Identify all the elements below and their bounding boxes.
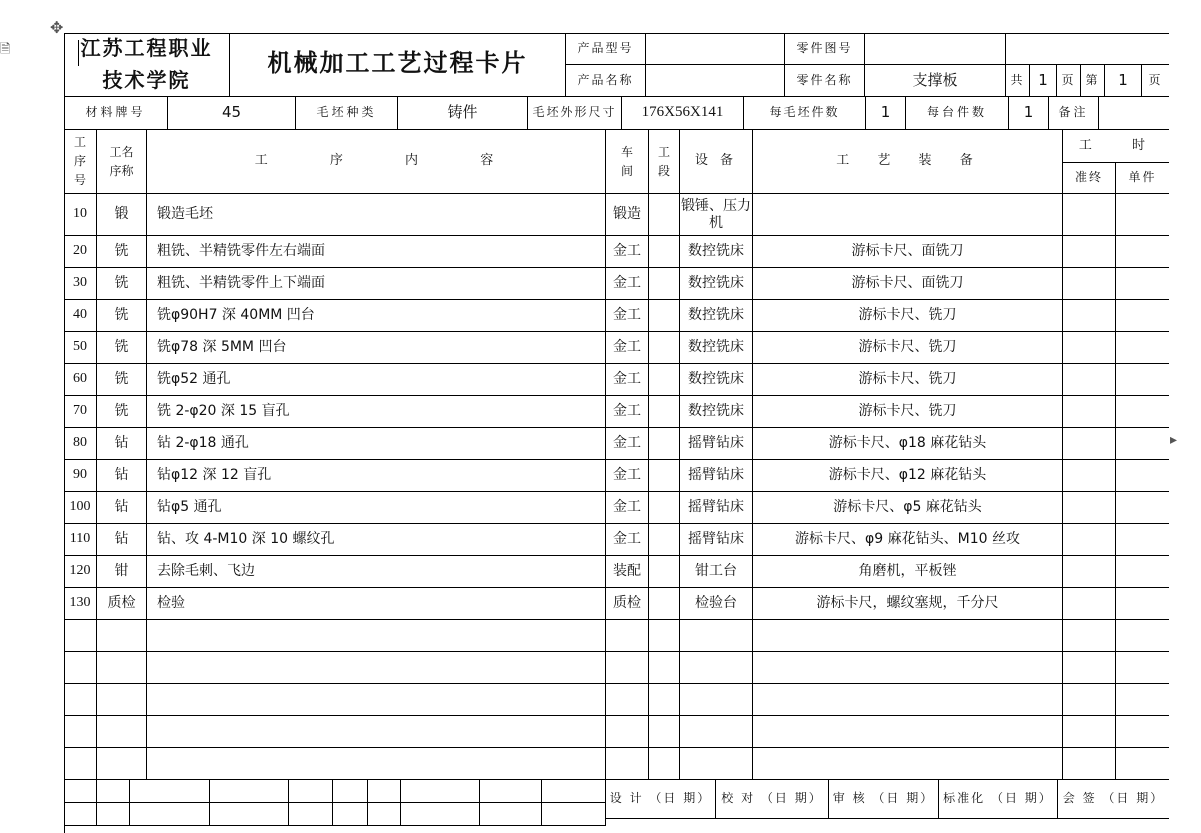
op-content: 锻造毛坯: [147, 194, 606, 236]
empty-cell: [1063, 684, 1116, 716]
empty-cell: [97, 652, 147, 684]
op-workshop: 金工: [606, 428, 649, 460]
op-workshop: 金工: [606, 460, 649, 492]
op-no: 100: [64, 492, 97, 524]
document-icon: 🗎: [0, 42, 11, 57]
op-tooling: 游标卡尺、铣刀: [753, 364, 1063, 396]
blank-type-value: 铸件: [398, 97, 528, 130]
op-content: 铣 2-φ20 深 15 盲孔: [147, 396, 606, 428]
revision-cell: [542, 780, 606, 803]
op-setup-time: [1063, 428, 1116, 460]
empty-cell: [97, 684, 147, 716]
op-tooling: 角磨机，平板锉: [753, 556, 1063, 588]
op-name: 钻: [97, 524, 147, 556]
op-tooling: 游标卡尺、φ12 麻花钻头: [753, 460, 1063, 492]
remark-label: 备注: [1049, 97, 1099, 130]
table-move-handle-icon[interactable]: ✥: [50, 18, 64, 37]
op-workshop: 锻造: [606, 194, 649, 236]
op-no: 130: [64, 588, 97, 620]
part-name-label: 零件名称: [785, 65, 865, 97]
header-char: 段: [657, 163, 670, 178]
revision-cell: [210, 780, 289, 803]
signature-label: 审 核 （日 期）: [829, 780, 939, 819]
op-workshop: 金工: [606, 268, 649, 300]
op-workshop: 装配: [606, 556, 649, 588]
empty-cell: [1063, 620, 1116, 652]
card-title: 机械加工工艺过程卡片: [230, 33, 566, 97]
op-no: 80: [64, 428, 97, 460]
revision-cell: [64, 780, 97, 803]
revision-cell: [210, 803, 289, 826]
op-section: [649, 460, 680, 492]
op-setup-time: [1063, 492, 1116, 524]
op-section: [649, 588, 680, 620]
empty-cell: [97, 620, 147, 652]
school-line-1: 江苏工程职业: [80, 37, 213, 60]
empty-cell: [97, 748, 147, 780]
op-equipment: 数控铣床: [680, 364, 753, 396]
op-unit-time: [1116, 332, 1169, 364]
empty-cell: [1116, 620, 1169, 652]
op-workshop: 金工: [606, 492, 649, 524]
material-grade-value: 45: [168, 97, 296, 130]
op-equipment: 摇臂钻床: [680, 460, 753, 492]
empty-cell: [147, 748, 606, 780]
school-line-2: 技术学院: [102, 69, 191, 92]
per-blank-label: 每毛坯件数: [744, 97, 866, 130]
op-setup-time: [1063, 364, 1116, 396]
empty-cell: [606, 620, 649, 652]
revision-cell: [480, 803, 542, 826]
op-setup-time: [1063, 332, 1116, 364]
op-equipment: 数控铣床: [680, 332, 753, 364]
empty-cell: [1116, 748, 1169, 780]
op-content: 去除毛刺、飞边: [147, 556, 606, 588]
revision-cell: [289, 780, 333, 803]
op-content: 钻φ5 通孔: [147, 492, 606, 524]
op-section: [649, 428, 680, 460]
op-unit-time: [1116, 556, 1169, 588]
empty-cell: [649, 748, 680, 780]
revision-cell: [401, 803, 480, 826]
op-equipment: 摇臂钻床: [680, 428, 753, 460]
op-workshop: 金工: [606, 332, 649, 364]
revision-cell: [97, 803, 130, 826]
header-char: 工: [657, 144, 670, 159]
op-workshop: 金工: [606, 236, 649, 268]
header-char: 车: [620, 144, 633, 159]
revision-cell: [368, 803, 401, 826]
op-name: 钻: [97, 492, 147, 524]
op-section: [649, 300, 680, 332]
col-equipment: 设 备: [680, 130, 753, 194]
op-equipment: 检验台: [680, 588, 753, 620]
op-unit-time: [1116, 492, 1169, 524]
op-unit-time: [1116, 396, 1169, 428]
empty-cell: [1063, 716, 1116, 748]
op-name: 铣: [97, 396, 147, 428]
op-tooling: 游标卡尺、铣刀: [753, 300, 1063, 332]
part-drawing-no-value: [865, 33, 1006, 65]
op-content: 钻φ12 深 12 盲孔: [147, 460, 606, 492]
col-content: 工 序 内 容: [147, 130, 606, 194]
empty-cell: [1116, 716, 1169, 748]
op-content: 钻 2-φ18 通孔: [147, 428, 606, 460]
op-unit-time: [1116, 300, 1169, 332]
page-no-unit: 页: [1142, 65, 1169, 97]
op-name: 铣: [97, 332, 147, 364]
total-pages-unit: 页: [1057, 65, 1081, 97]
empty-cell: [680, 748, 753, 780]
col-op-no: [64, 130, 97, 194]
op-content: 铣φ90H7 深 40MM 凹台: [147, 300, 606, 332]
empty-cell: [64, 716, 97, 748]
op-equipment: 数控铣床: [680, 300, 753, 332]
op-no: 90: [64, 460, 97, 492]
op-unit-time: [1116, 524, 1169, 556]
col-tooling: 工 艺 装 备: [753, 130, 1063, 194]
op-section: [649, 396, 680, 428]
revision-cell: [401, 780, 480, 803]
op-name: 锻: [97, 194, 147, 236]
op-unit-time: [1116, 460, 1169, 492]
op-name: 质检: [97, 588, 147, 620]
header-char: 间: [620, 163, 633, 178]
blank-size-label: 毛坯外形尺寸: [528, 97, 622, 130]
op-no: 120: [64, 556, 97, 588]
op-no: 50: [64, 332, 97, 364]
col-time: 工 时: [1063, 130, 1169, 163]
blank-header-cell: [1006, 33, 1169, 65]
op-section: [649, 492, 680, 524]
op-unit-time: [1116, 428, 1169, 460]
total-pages-label: 共: [1006, 65, 1030, 97]
op-name: 铣: [97, 236, 147, 268]
remark-value: [1099, 97, 1169, 130]
empty-cell: [649, 684, 680, 716]
empty-cell: [606, 684, 649, 716]
revision-cell: [333, 803, 368, 826]
page-no-label: 第: [1081, 65, 1105, 97]
op-setup-time: [1063, 396, 1116, 428]
signature-label: 标准化 （日 期）: [939, 780, 1058, 819]
empty-cell: [147, 620, 606, 652]
empty-cell: [147, 652, 606, 684]
page-no-value: 1: [1105, 65, 1142, 97]
op-unit-time: [1116, 588, 1169, 620]
empty-cell: [649, 620, 680, 652]
op-tooling: 游标卡尺、铣刀: [753, 332, 1063, 364]
revision-cell: [289, 803, 333, 826]
op-no: 40: [64, 300, 97, 332]
op-equipment: 数控铣床: [680, 236, 753, 268]
empty-cell: [753, 620, 1063, 652]
op-tooling: 游标卡尺、φ5 麻花钻头: [753, 492, 1063, 524]
op-setup-time: [1063, 300, 1116, 332]
product-name-value: [646, 65, 785, 97]
header-char: 序: [73, 154, 86, 168]
empty-cell: [147, 684, 606, 716]
per-unit-label: 每台件数: [906, 97, 1009, 130]
revision-cell: [368, 780, 401, 803]
empty-cell: [64, 684, 97, 716]
op-section: [649, 556, 680, 588]
signature-label: 设 计 （日 期）: [606, 780, 716, 819]
empty-cell: [64, 652, 97, 684]
empty-cell: [649, 652, 680, 684]
op-name: 铣: [97, 364, 147, 396]
material-grade-label: 材料牌号: [64, 97, 168, 130]
op-unit-time: [1116, 236, 1169, 268]
school-name: [64, 33, 230, 97]
op-name: 钻: [97, 460, 147, 492]
op-workshop: 质检: [606, 588, 649, 620]
empty-cell: [64, 620, 97, 652]
empty-cell: [1116, 684, 1169, 716]
revision-cell: [480, 780, 542, 803]
op-equipment: 数控铣床: [680, 396, 753, 428]
revision-cell: [130, 780, 210, 803]
op-equipment: 数控铣床: [680, 268, 753, 300]
op-tooling: [753, 194, 1063, 236]
op-content: 铣φ78 深 5MM 凹台: [147, 332, 606, 364]
op-section: [649, 194, 680, 236]
empty-cell: [753, 684, 1063, 716]
op-no: 110: [64, 524, 97, 556]
col-op-name: [97, 130, 147, 194]
empty-cell: [1063, 652, 1116, 684]
empty-cell: [753, 716, 1063, 748]
header-char: 序称: [109, 163, 134, 178]
op-equipment: 摇臂钻床: [680, 492, 753, 524]
empty-cell: [606, 716, 649, 748]
op-tooling: 游标卡尺、φ18 麻花钻头: [753, 428, 1063, 460]
process-card: [64, 33, 1169, 833]
total-pages-value: 1: [1030, 65, 1057, 97]
op-no: 20: [64, 236, 97, 268]
op-tooling: 游标卡尺、面铣刀: [753, 268, 1063, 300]
op-section: [649, 364, 680, 396]
op-setup-time: [1063, 588, 1116, 620]
op-name: 铣: [97, 300, 147, 332]
op-no: 10: [64, 194, 97, 236]
header-char: 工: [73, 135, 86, 149]
empty-cell: [64, 748, 97, 780]
op-content: 检验: [147, 588, 606, 620]
op-content: 铣φ52 通孔: [147, 364, 606, 396]
op-workshop: 金工: [606, 364, 649, 396]
op-workshop: 金工: [606, 524, 649, 556]
op-tooling: 游标卡尺，螺纹塞规，千分尺: [753, 588, 1063, 620]
revision-cell: [97, 780, 130, 803]
op-setup-time: [1063, 268, 1116, 300]
product-model-value: [646, 33, 785, 65]
op-setup-time: [1063, 194, 1116, 236]
op-unit-time: [1116, 268, 1169, 300]
op-content: 粗铣、半精铣零件上下端面: [147, 268, 606, 300]
empty-cell: [97, 716, 147, 748]
empty-cell: [147, 716, 606, 748]
empty-cell: [1063, 748, 1116, 780]
empty-cell: [606, 652, 649, 684]
empty-cell: [680, 620, 753, 652]
product-model-label: 产品型号: [566, 33, 646, 65]
blank-type-label: 毛坯种类: [296, 97, 398, 130]
op-section: [649, 332, 680, 364]
op-unit-time: [1116, 194, 1169, 236]
part-name-value: 支撑板: [865, 65, 1006, 97]
signature-label: 校 对 （日 期）: [716, 780, 829, 819]
op-setup-time: [1063, 524, 1116, 556]
op-tooling: 游标卡尺、铣刀: [753, 396, 1063, 428]
blank-size-value: 176X56X141: [622, 97, 744, 130]
product-name-label: 产品名称: [566, 65, 646, 97]
op-content: 粗铣、半精铣零件左右端面: [147, 236, 606, 268]
op-no: 30: [64, 268, 97, 300]
revision-cell: [64, 803, 97, 826]
header-char: 工名: [109, 144, 134, 159]
col-section: [649, 130, 680, 194]
op-unit-time: [1116, 364, 1169, 396]
op-section: [649, 236, 680, 268]
op-name: 钳: [97, 556, 147, 588]
op-name: 铣: [97, 268, 147, 300]
op-section: [649, 268, 680, 300]
empty-cell: [680, 652, 753, 684]
op-setup-time: [1063, 236, 1116, 268]
empty-cell: [606, 748, 649, 780]
op-content: 钻、攻 4-M10 深 10 螺纹孔: [147, 524, 606, 556]
empty-cell: [680, 684, 753, 716]
revision-cell: [130, 803, 210, 826]
per-blank-value: 1: [866, 97, 906, 130]
op-section: [649, 524, 680, 556]
col-unit-time: 单件: [1116, 163, 1169, 194]
op-equipment: 摇臂钻床: [680, 524, 753, 556]
op-setup-time: [1063, 460, 1116, 492]
op-equipment: 钳工台: [680, 556, 753, 588]
header-char: 号: [73, 173, 86, 187]
op-setup-time: [1063, 556, 1116, 588]
op-no: 60: [64, 364, 97, 396]
revision-cell: [333, 780, 368, 803]
op-no: 70: [64, 396, 97, 428]
empty-cell: [680, 716, 753, 748]
empty-cell: [649, 716, 680, 748]
op-workshop: 金工: [606, 396, 649, 428]
part-drawing-no-label: 零件图号: [785, 33, 865, 65]
revision-cell: [542, 803, 606, 826]
op-name: 钻: [97, 428, 147, 460]
signature-label: 会 签 （日 期）: [1058, 780, 1169, 819]
empty-cell: [753, 748, 1063, 780]
op-equipment: 锻锤、压力机: [680, 194, 753, 236]
add-row-handle-icon[interactable]: ▸: [1170, 432, 1178, 448]
col-setup-time: 准终: [1063, 163, 1116, 194]
col-workshop: [606, 130, 649, 194]
op-workshop: 金工: [606, 300, 649, 332]
empty-cell: [1116, 652, 1169, 684]
op-tooling: 游标卡尺、φ9 麻花钻头、M10 丝攻: [753, 524, 1063, 556]
per-unit-value: 1: [1009, 97, 1049, 130]
op-tooling: 游标卡尺、面铣刀: [753, 236, 1063, 268]
empty-cell: [753, 652, 1063, 684]
